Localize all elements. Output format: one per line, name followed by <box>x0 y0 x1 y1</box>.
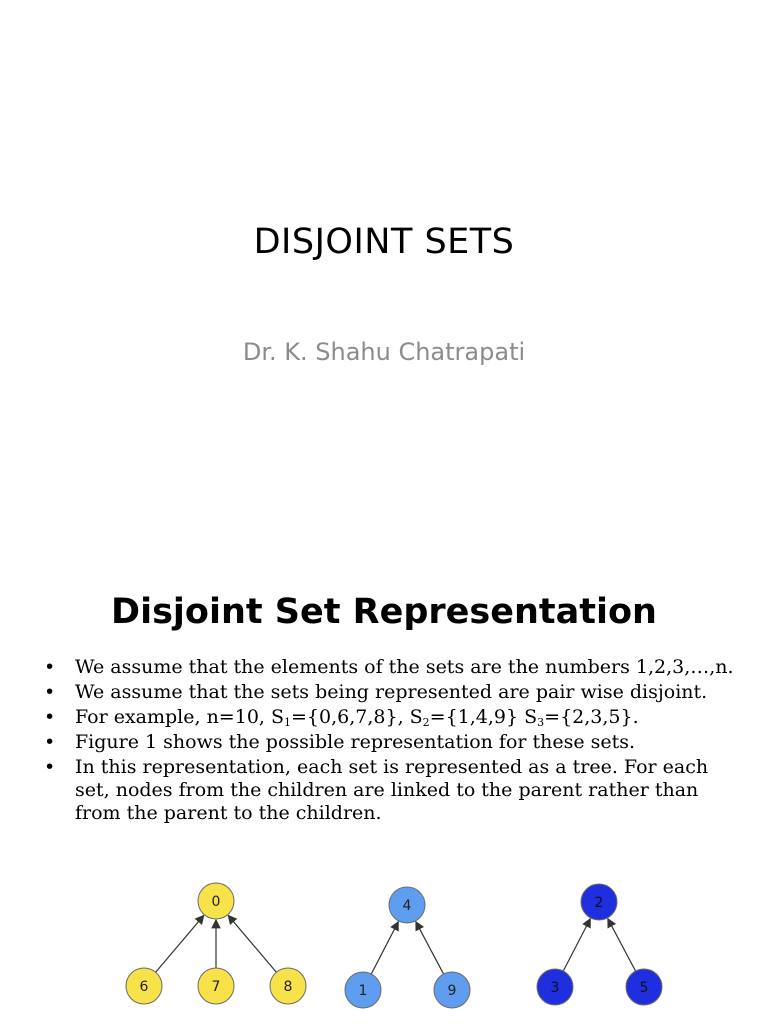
bullet-glyph: • <box>44 731 56 753</box>
tree-2 <box>537 884 662 1005</box>
bullet-glyph: • <box>44 656 56 678</box>
bullet-item <box>44 731 734 754</box>
tree-0 <box>126 883 306 1004</box>
node-label-2: 2 <box>594 895 604 911</box>
bullet-glyph: • <box>44 756 56 778</box>
edge-6-to-0 <box>156 915 204 972</box>
slide-subtitle: Dr. K. Shahu Chatrapati <box>242 338 526 366</box>
bullet-text-example: For example, n=10, $S_1=\{0,6,7,8\}$, $S_2=\{1,4,9\}$ $S_3=\{2,3,5\}$. <box>75 706 639 729</box>
bullet-list <box>44 656 734 827</box>
slide-title: DISJOINT SETS <box>253 222 515 262</box>
node-label-1: 1 <box>358 983 368 999</box>
node-label-7: 7 <box>211 979 221 995</box>
slide-title: Disjoint Set Representation <box>111 592 657 632</box>
bullet-glyph: • <box>44 681 56 703</box>
bullet-item <box>44 656 734 679</box>
node-label-4: 4 <box>402 898 412 914</box>
edge-8-to-0 <box>228 915 276 972</box>
bullet-item <box>44 681 734 704</box>
bullet-item <box>44 706 734 729</box>
content-slide <box>0 560 768 1024</box>
tree-4 <box>345 887 470 1008</box>
bullet-text: Figure 1 shows the possible representation for these sets. <box>75 731 636 753</box>
edge-5-to-2 <box>608 919 636 971</box>
edge-3-to-2 <box>563 919 590 971</box>
node-label-9: 9 <box>447 983 457 999</box>
bullet-glyph: • <box>44 706 56 728</box>
bullet-text: We assume that the sets being represented are pair wise disjoint. <box>75 681 708 703</box>
node-label-6: 6 <box>139 979 149 995</box>
node-label-0: 0 <box>211 894 221 910</box>
bullet-text: We assume that the elements of the sets are the numbers 1,2,3,…,n. <box>75 656 734 678</box>
node-label-3: 3 <box>550 980 560 996</box>
node-label-8: 8 <box>283 979 293 995</box>
bullet-item <box>44 756 734 825</box>
bullet-text: In this representation, each set is represented as a tree. For each set, nodes from the children are linked to the parent rather than from the parent to the children. <box>75 756 709 824</box>
edge-9-to-4 <box>416 922 444 974</box>
disjoint-set-trees-figure <box>0 860 768 1020</box>
edge-1-to-4 <box>371 922 398 974</box>
node-label-5: 5 <box>639 980 649 996</box>
